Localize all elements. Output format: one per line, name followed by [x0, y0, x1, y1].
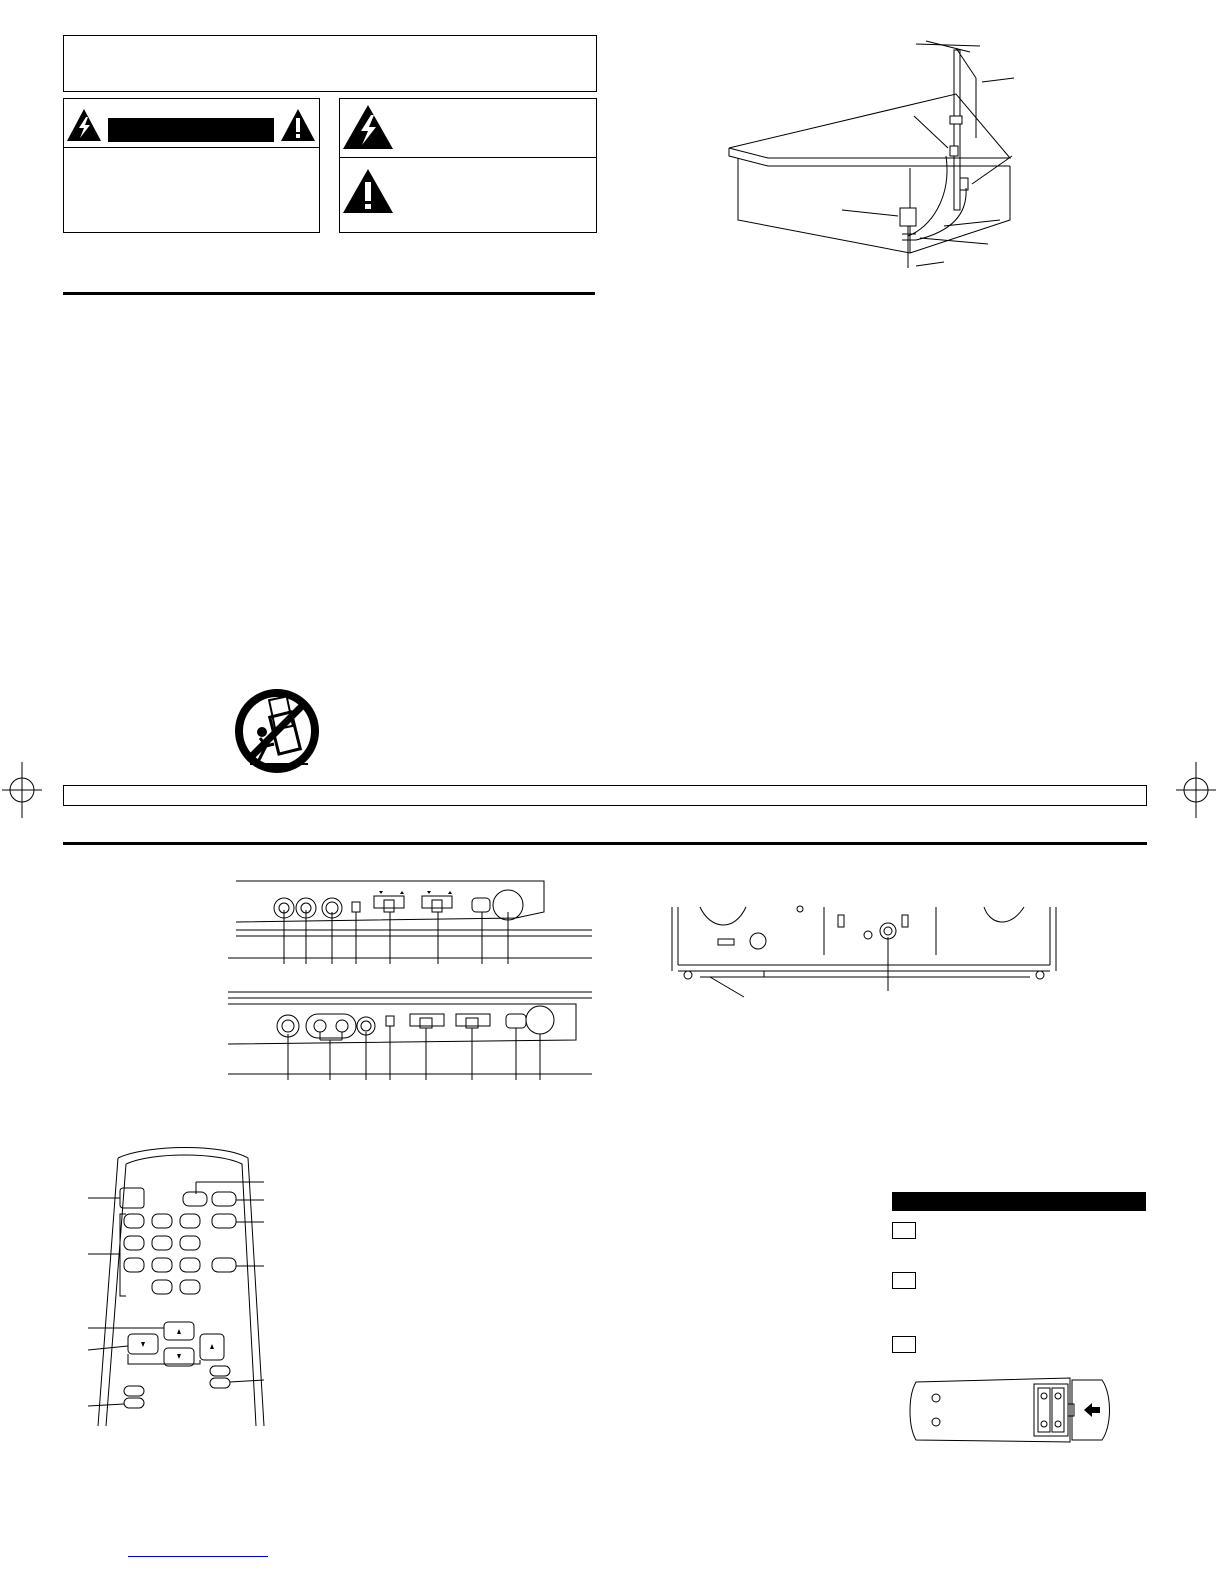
step-box-2 — [892, 1272, 916, 1289]
step-box-1 — [892, 1222, 916, 1239]
full-width-notice-box — [63, 785, 1147, 806]
exclamation-warning-icon — [342, 168, 394, 214]
caution-divider — [64, 147, 319, 148]
lightning-warning-icon — [66, 108, 102, 142]
step-box-3 — [892, 1336, 916, 1353]
front-panel-diagram-bottom — [226, 990, 592, 1082]
remote-control-diagram — [88, 1150, 274, 1430]
cart-tipover-icon — [234, 688, 320, 774]
section-rule — [63, 292, 595, 295]
exclamation-warning-icon — [280, 108, 316, 142]
battery-table-header — [892, 1192, 1146, 1211]
section-rule — [63, 842, 1147, 845]
caution-label-bar — [108, 118, 274, 142]
web-link-underline[interactable] — [128, 1556, 268, 1557]
warning-header-box — [63, 35, 597, 92]
antenna-grounding-diagram — [720, 38, 1040, 278]
registration-mark-icon — [1176, 760, 1216, 820]
symbol-divider — [340, 157, 596, 158]
front-panel-diagram-top — [226, 878, 592, 968]
lightning-warning-icon — [342, 104, 394, 150]
battery-compartment-diagram — [908, 1374, 1138, 1448]
registration-mark-icon — [2, 760, 42, 820]
rear-panel-diagram — [670, 905, 1062, 997]
